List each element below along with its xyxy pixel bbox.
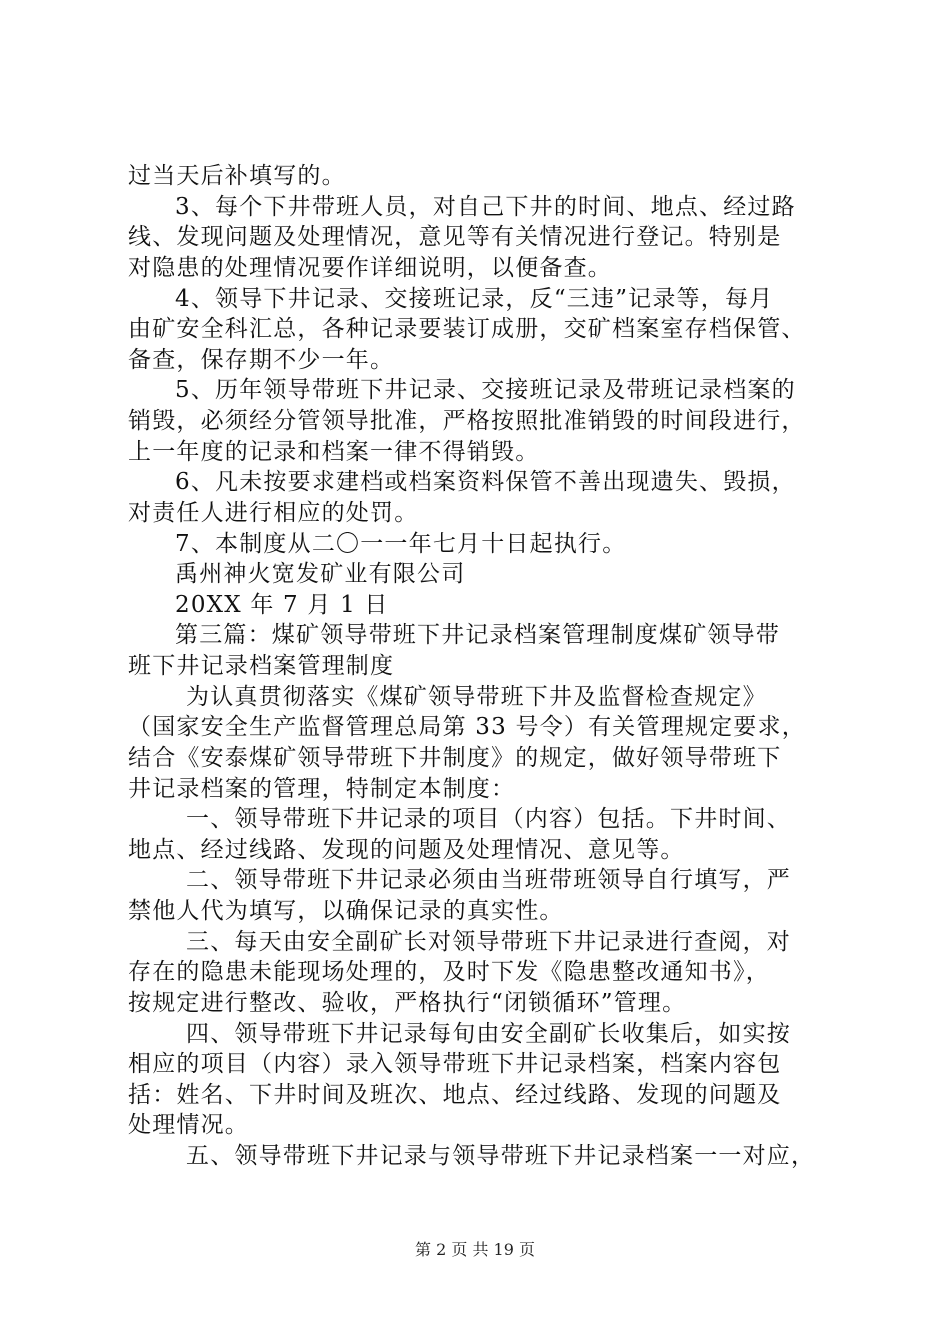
text-line: （国家安全生产监督管理总局第 33 号令）有关管理规定要求， — [128, 714, 806, 740]
text-line: 对责任人进行相应的处罚。 — [128, 500, 419, 526]
text-line: 处理情况。 — [128, 1112, 249, 1138]
text-line: 7、本制度从二〇一一年七月十日起执行。 — [175, 531, 627, 557]
text-line: 结合《安泰煤矿领导带班下井制度》的规定，做好领导带班下 — [128, 745, 782, 771]
document-date: 20XX 年 7 月 1 日 — [175, 592, 389, 618]
text-line: 对隐患的处理情况要作详细说明，以便备查。 — [128, 255, 612, 281]
text-line: 6、凡未按要求建档或档案资料保管不善出现遗失、毁损， — [175, 469, 796, 495]
text-line: 备查，保存期不少一年。 — [128, 347, 395, 373]
text-line: 按规定进行整改、验收，严格执行“闭锁循环”管理。 — [128, 990, 687, 1016]
company-name: 禹州神火宽发矿业有限公司 — [175, 561, 466, 587]
text-line: 为认真贯彻落实《煤矿领导带班下井及监督检查规定》 — [186, 684, 767, 710]
text-line: 5、历年领导带班下井记录、交接班记录及带班记录档案的 — [175, 377, 796, 403]
text-line: 井记录档案的管理，特制定本制度： — [128, 776, 516, 802]
text-line: 地点、经过线路、发现的问题及处理情况、意见等。 — [128, 837, 685, 863]
text-line: 存在的隐患未能现场处理的，及时下发《隐患整改通知书》， — [128, 959, 770, 985]
text-line: 禁他人代为填写，以确保记录的真实性。 — [128, 898, 564, 924]
text-line: 相应的项目（内容）录入领导带班下井记录档案，档案内容包 — [128, 1051, 782, 1077]
section-heading: 第三篇：煤矿领导带班下井记录档案管理制度煤矿领导带 — [175, 622, 780, 648]
text-line: 括：姓名、下井时间及班次、地点、经过线路、发现的问题及 — [128, 1082, 782, 1108]
text-line: 上一年度的记录和档案一律不得销毁。 — [128, 439, 540, 465]
text-line: 4、领导下井记录、交接班记录，反“三违”记录等，每月 — [175, 286, 774, 312]
text-line: 四、领导带班下井记录每旬由安全副矿长收集后，如实按 — [186, 1021, 791, 1047]
text-line: 由矿安全科汇总，各种记录要装订成册，交矿档案室存档保管、 — [128, 316, 806, 342]
page-number-footer: 第 2 页 共 19 页 — [415, 1240, 535, 1259]
text-line: 销毁，必须经分管领导批准，严格按照批准销毁的时间段进行， — [128, 408, 806, 434]
text-line: 三、每天由安全副矿长对领导带班下井记录进行查阅，对 — [186, 929, 791, 955]
text-line: 过当天后补填写的。 — [128, 163, 346, 189]
text-line: 一、领导带班下井记录的项目（内容）包括。下井时间、 — [186, 806, 791, 832]
section-heading: 班下井记录档案管理制度 — [128, 653, 395, 679]
text-line: 五、领导带班下井记录与领导带班下井记录档案一一对应， — [186, 1143, 816, 1169]
text-line: 线、发现问题及处理情况，意见等有关情况进行登记。特别是 — [128, 224, 782, 250]
text-line: 3、每个下井带班人员，对自己下井的时间、地点、经过路 — [175, 194, 796, 220]
text-line: 二、领导带班下井记录必须由当班带班领导自行填写，严 — [186, 867, 791, 893]
